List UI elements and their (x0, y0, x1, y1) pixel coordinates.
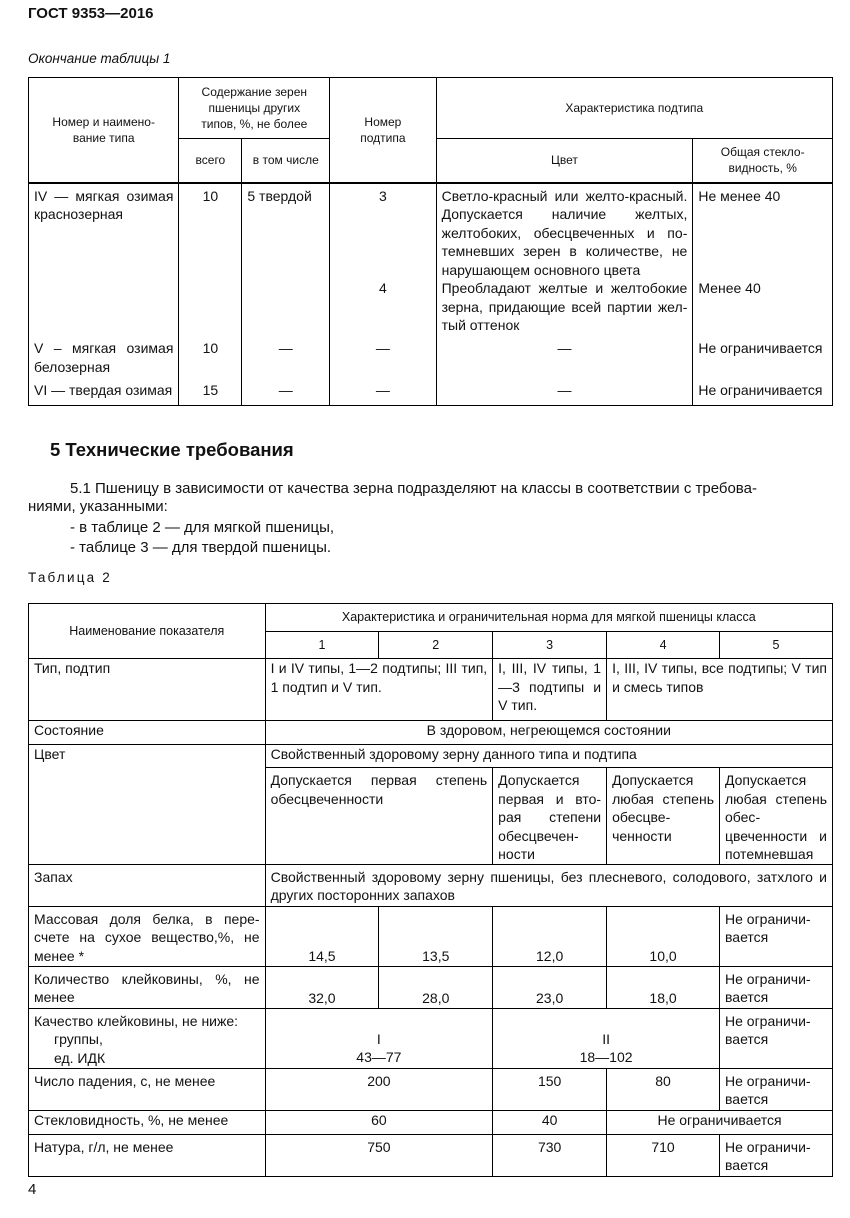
t2-label-type: Тип, подтип (29, 659, 266, 721)
t2-header-class: 4 (607, 632, 720, 659)
t2-color-c3: Допускается первая и вторая степени обесцвеченности (493, 768, 607, 865)
t2-fall-c4: 80 (607, 1068, 720, 1110)
t1-cell-vitreous: Менее 40 (693, 279, 833, 339)
table-row (29, 721, 833, 745)
t1-header-subtype: Номер подтипа (330, 78, 436, 183)
table-row (29, 966, 833, 1008)
t2-glq-group-34: II (602, 1030, 610, 1047)
t2-label-gluten: Количество клейковины, %, не менее (29, 966, 266, 1008)
t2-vit-c3: 40 (493, 1110, 607, 1134)
t1-cell-subtype: 4 (330, 279, 436, 339)
table1 (28, 77, 833, 406)
t2-fall-c12: 200 (265, 1068, 493, 1110)
t2-protein-c2: 13,5 (379, 906, 493, 966)
t1-cell-vitreous: Не ограничивается (693, 381, 833, 405)
t2-glq-c12 (265, 1008, 493, 1068)
table2 (28, 603, 833, 1177)
table-row (29, 745, 833, 768)
table-row (29, 279, 833, 339)
t2-fall-c5: Не ограничивается (720, 1068, 833, 1110)
t2-header-class: 3 (493, 632, 607, 659)
t2-label-gluten-quality (29, 1008, 266, 1068)
list-item: - таблице 3 — для твердой пшеницы. (70, 539, 332, 556)
t2-glq-idk-34: 18—102 (579, 1049, 633, 1065)
t1-cell-vitreous: Не менее 40 (693, 183, 833, 280)
table2-caption: Таблица 2 (28, 570, 112, 585)
t2-header-class: 1 (265, 632, 379, 659)
t1-cell-total: 10 (179, 339, 242, 381)
table-row (29, 659, 833, 721)
t1-cell-total: 10 (179, 183, 242, 280)
t2-smell-value: Свойственный здоровому зерну пшеницы, без плесневого, солодового, затхлого и других посторонних запахов (265, 864, 832, 906)
t2-color-c4: Допускается любая степень обесцвеченности (607, 768, 720, 865)
table-row (29, 1008, 833, 1068)
t2-header-class: 2 (379, 632, 493, 659)
t2-protein-c5: Не ограничивается (720, 906, 833, 966)
t1-header-total: всего (179, 139, 242, 183)
t2-nat-c3: 730 (493, 1134, 607, 1176)
table-row (29, 1110, 833, 1134)
t2-gluten-c3: 23,0 (493, 966, 607, 1008)
page-number: 4 (28, 1181, 37, 1198)
table-row (29, 339, 833, 381)
t2-label-falling: Число падения, с, не менее (29, 1068, 266, 1110)
t1-cell-incl: 5 твердой (242, 183, 330, 280)
t1-header-vitreous: Общая стекло- видность, % (693, 139, 833, 183)
t1-cell-type (29, 279, 179, 339)
t2-glq-c34 (493, 1008, 720, 1068)
t2-vit-c12: 60 (265, 1110, 493, 1134)
t2-color-common: Свойственный здоровому зерну данного типа и подтипа (265, 745, 832, 768)
t2-color-c5: Допускается любая степень обесцвеченности и потемневшая (720, 768, 833, 865)
t1-cell-color: Светло-красный или желто-красный. Допускается наличие желтых, желтобоких, обесцвеченных и потемневших зерен в количестве, не нарушающем основного цвета (436, 183, 693, 280)
section-title: 5 Технические требования (50, 439, 294, 460)
t1-header-color: Цвет (436, 139, 693, 183)
t1-cell-subtype: — (330, 381, 436, 405)
t2-glq-line2: группы, (54, 1031, 103, 1047)
list-item: - в таблице 2 — для мягкой пшеницы, (70, 519, 335, 536)
table1-caption: Окончание таблицы 1 (28, 51, 171, 66)
paragraph-line: 5.1 Пшеницу в зависимости от качества зерна подразделяют на классы в соответствии с требова- (70, 480, 757, 497)
t1-cell-color: — (436, 381, 693, 405)
document-header: ГОСТ 9353—2016 (28, 5, 154, 22)
t2-type-c12: I и IV типы, 1—2 подтипы; III тип, 1 подтип и V тип. (265, 659, 493, 721)
t1-header-incl: в том числе (242, 139, 330, 183)
t2-label-state: Состояние (29, 721, 266, 745)
t2-nat-c12: 750 (265, 1134, 493, 1176)
t2-label-smell: Запах (29, 864, 266, 906)
t2-glq-c5: Не ограничивается (720, 1008, 833, 1068)
t2-color-c12: Допускается первая степень обесцвеченности (265, 768, 493, 865)
t2-type-c3: I, III, IV типы, 1—3 подтипы и V тип. (493, 659, 607, 721)
t2-header-indicator: Наименование показателя (29, 604, 266, 659)
t1-cell-subtype: 3 (330, 183, 436, 280)
table-row (29, 1068, 833, 1110)
t1-cell-vitreous: Не ограничивается (693, 339, 833, 381)
t2-fall-c3: 150 (493, 1068, 607, 1110)
t1-header-type: Номер и наимено- вание типа (29, 78, 179, 183)
t1-header-content: Содержание зерен пшеницы других типов, %, не более (179, 78, 330, 139)
t1-cell-total (179, 279, 242, 339)
paragraph-line: ниями, указанными: (28, 498, 168, 515)
t1-cell-subtype: — (330, 339, 436, 381)
t2-protein-c4: 10,0 (607, 906, 720, 966)
t2-label-natura: Натура, г/л, не менее (29, 1134, 266, 1176)
t2-gluten-c2: 28,0 (379, 966, 493, 1008)
t2-gluten-c5: Не ограничивается (720, 966, 833, 1008)
t2-vit-c45: Не ограничивается (607, 1110, 833, 1134)
t2-state-value: В здоровом, негреющемся состоянии (265, 721, 832, 745)
t2-glq-group-12: I (376, 1030, 381, 1047)
table-row (29, 1134, 833, 1176)
t1-cell-type: V – мягкая озимая белозерная (29, 339, 179, 381)
t2-label-protein: Массовая доля белка, в пересчете на сухое вещество,%, не менее * (29, 906, 266, 966)
t2-glq-line1: Качество клейковины, не ниже: (34, 1012, 239, 1029)
t2-gluten-c4: 18,0 (607, 966, 720, 1008)
table-row (29, 906, 833, 966)
t1-cell-incl (242, 279, 330, 339)
t2-protein-c1: 14,5 (265, 906, 379, 966)
table-row (29, 864, 833, 906)
t1-cell-type: IV — мягкая озимая краснозерная (29, 183, 179, 280)
t1-cell-color: Преобладают желтые и желтобокие зерна, придающие всей партии желтый оттенок (436, 279, 693, 339)
t2-glq-line3: ед. ИДК (54, 1049, 106, 1066)
t2-gluten-c1: 32,0 (265, 966, 379, 1008)
t2-header-class: 5 (720, 632, 833, 659)
t1-cell-type: VI — твердая озимая (29, 381, 179, 405)
t2-type-c45: I, III, IV типы, все подтипы; V тип и смесь типов (607, 659, 833, 721)
table-row (29, 381, 833, 405)
t2-glq-idk-12: 43—77 (356, 1049, 402, 1065)
t1-cell-incl: — (242, 339, 330, 381)
table-row (29, 183, 833, 280)
t2-nat-c5: Не ограничивается (720, 1134, 833, 1176)
t1-header-char: Характеристика подтипа (436, 78, 832, 139)
t2-label-vitreous: Стекловидность, %, не менее (29, 1110, 266, 1134)
t1-cell-incl: — (242, 381, 330, 405)
t1-cell-total: 15 (179, 381, 242, 405)
t2-nat-c4: 710 (607, 1134, 720, 1176)
t1-cell-color: — (436, 339, 693, 381)
t2-protein-c3: 12,0 (493, 906, 607, 966)
t2-label-color: Цвет (29, 745, 266, 865)
t2-header-char: Характеристика и ограничительная норма для мягкой пшеницы класса (265, 604, 832, 632)
